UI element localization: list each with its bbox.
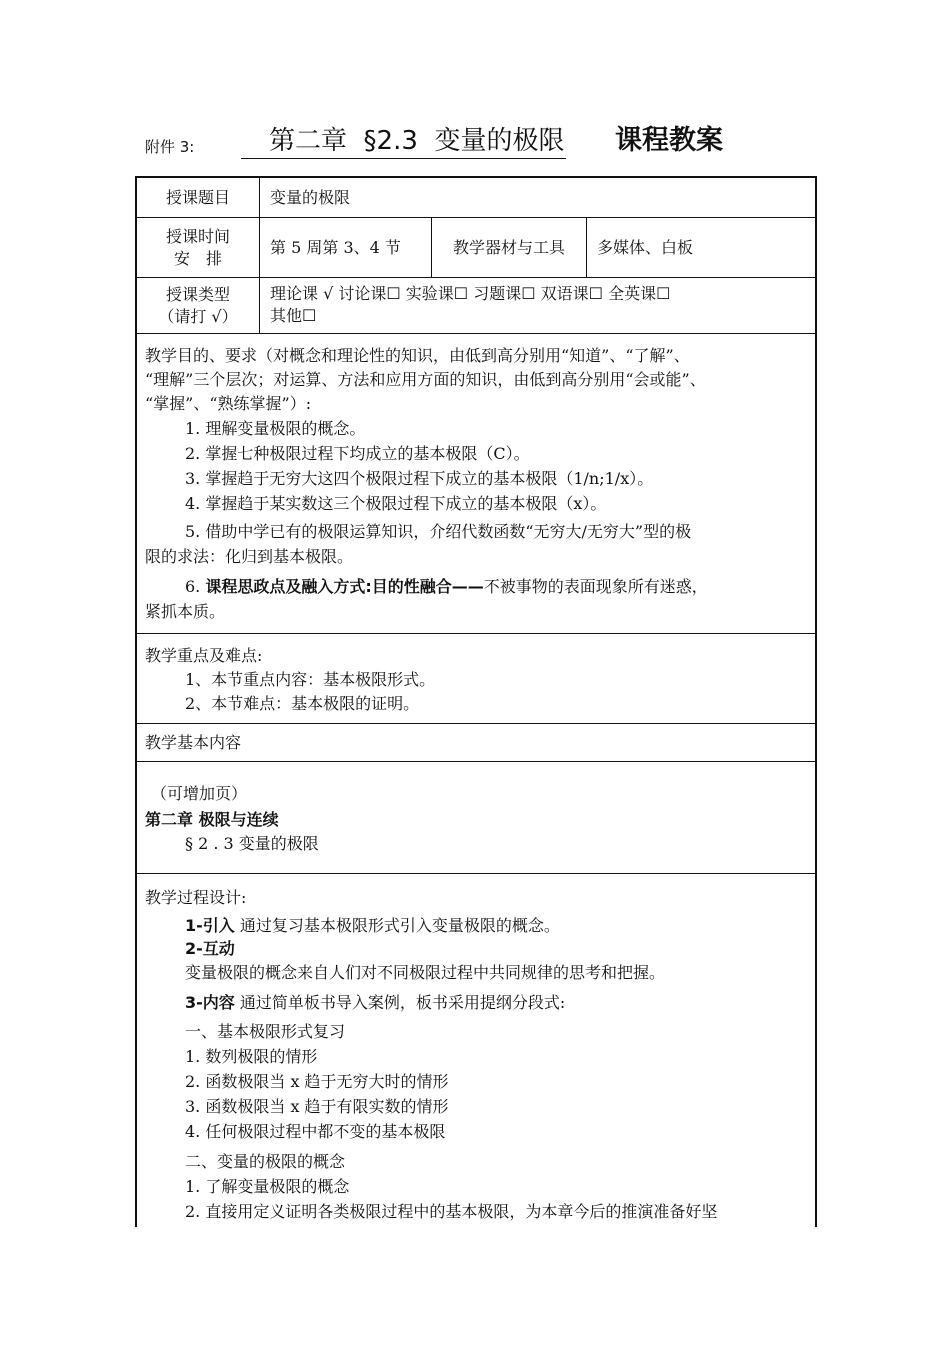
step-2-label: 2-互动 (185, 939, 235, 958)
objective-item-6-bold: 课程思政点及融入方式:目的性融合—— (205, 577, 484, 596)
process-section (137, 874, 815, 1229)
time-value: 第 5 周第 3、4 节 (260, 218, 432, 277)
objective-item-4: 4. 掌握趋于某实数这三个极限过程下成立的基本极限（x）。 (185, 494, 607, 513)
objective-item-6 (185, 575, 708, 599)
content-page-section (137, 762, 815, 874)
process-step-1 (185, 914, 560, 938)
chapter-heading: 第二章 极限与连续 (145, 810, 279, 829)
outline-2: 二、变量的极限的概念 (185, 1152, 346, 1171)
objective-item-5b: 限的求法：化归到基本极限。 (145, 547, 354, 566)
topic-label: 授课题目 (137, 178, 260, 217)
time-label (137, 218, 260, 277)
objective-item-6-num: 6. (185, 577, 201, 596)
objective-item-3: 3. 掌握趋于无穷大这四个极限过程下成立的基本极限（1/n;1/x）。 (185, 469, 654, 488)
key-points-heading: 教学重点及难点: (145, 646, 263, 665)
objective-item-2: 2. 掌握七种极限过程下均成立的基本极限（C）。 (185, 444, 530, 463)
objective-item-6-rest: 不被事物的表面现象所有迷惑， (483, 577, 708, 596)
step-3-label: 3-内容 (185, 993, 235, 1012)
time-label-line1: 授课时间 (165, 226, 230, 246)
type-label (137, 278, 260, 333)
time-label-line2: 安 排 (173, 248, 222, 268)
tools-label: 教学器材与工具 (432, 218, 587, 277)
title-topic: 变量的极限 (434, 126, 565, 156)
document-header (145, 124, 845, 164)
objectives-section (137, 334, 815, 634)
basic-content-heading: 教学基本内容 (145, 733, 242, 752)
type-other: 其他☐ (270, 306, 317, 325)
topic-value: 变量的极限 (270, 187, 351, 207)
type-label-line2: （请打 √） (158, 306, 238, 326)
type-options: 理论课 √ 讨论课☐ 实验课☐ 习题课☐ 双语课☐ 全英课☐ (270, 284, 671, 303)
step-3-text: 通过简单板书导入案例，板书采用提纲分段式: (239, 993, 566, 1012)
title-section: §2.3 (363, 126, 418, 156)
course-title (241, 124, 566, 159)
section-heading: § 2 . 3 变量的极限 (185, 834, 319, 853)
outline-2-2: 2. 直接用定义证明各类极限过程中的基本极限，为本章今后的推演准备好坚 (185, 1202, 718, 1221)
lesson-plan-table (135, 176, 817, 1227)
objectives-intro-3: “掌握”、“熟练掌握”）: (145, 394, 312, 413)
tools-value: 多媒体、白板 (597, 237, 694, 257)
objectives-intro-1: 教学目的、要求（对概念和理论性的知识，由低到高分别用“知道”、“了解”、 (145, 346, 690, 365)
objective-item-6b: 紧抓本质。 (145, 602, 226, 621)
type-row (137, 278, 815, 334)
time-row (137, 218, 815, 278)
outline-1-4: 4. 任何极限过程中都不变的基本极限 (185, 1122, 446, 1141)
process-heading: 教学过程设计: (145, 888, 247, 907)
outline-1-1: 1. 数列极限的情形 (185, 1047, 318, 1066)
type-label-line1: 授课类型 (165, 284, 230, 304)
key-point-1: 1、本节重点内容：基本极限形式。 (185, 670, 436, 689)
objectives-intro-2: “理解”三个层次；对运算、方法和应用方面的知识，由低到高分别用“会或能”、 (145, 370, 706, 389)
title-chapter: 第二章 (269, 126, 348, 156)
topic-row (137, 178, 815, 218)
outline-2-1: 1. 了解变量极限的概念 (185, 1177, 350, 1196)
key-point-2: 2、本节难点：基本极限的证明。 (185, 694, 420, 713)
outline-1-2: 2. 函数极限当 x 趋于无穷大时的情形 (185, 1072, 449, 1091)
objective-item-1: 1. 理解变量极限的概念。 (185, 419, 366, 438)
step-2-text: 变量极限的概念来自人们对不同极限过程中共同规律的思考和把握。 (185, 963, 666, 982)
outline-1-3: 3. 函数极限当 x 趋于有限实数的情形 (185, 1097, 449, 1116)
key-points-section (137, 634, 815, 724)
objective-item-5a: 5. 借助中学已有的极限运算知识，介绍代数函数“无穷大/无穷大”型的极 (185, 522, 692, 541)
attachment-label: 附件 3: (145, 138, 195, 156)
process-step-3 (185, 991, 565, 1015)
type-value (260, 278, 815, 333)
basic-content-row (137, 724, 815, 762)
add-page-note: （可增加页） (151, 784, 248, 803)
title-suffix: 课程教案 (615, 125, 723, 156)
outline-1: 一、基本极限形式复习 (185, 1022, 346, 1041)
step-1-text: 通过复习基本极限形式引入变量极限的概念。 (239, 916, 560, 935)
step-1-label: 1-引入 (185, 916, 235, 935)
